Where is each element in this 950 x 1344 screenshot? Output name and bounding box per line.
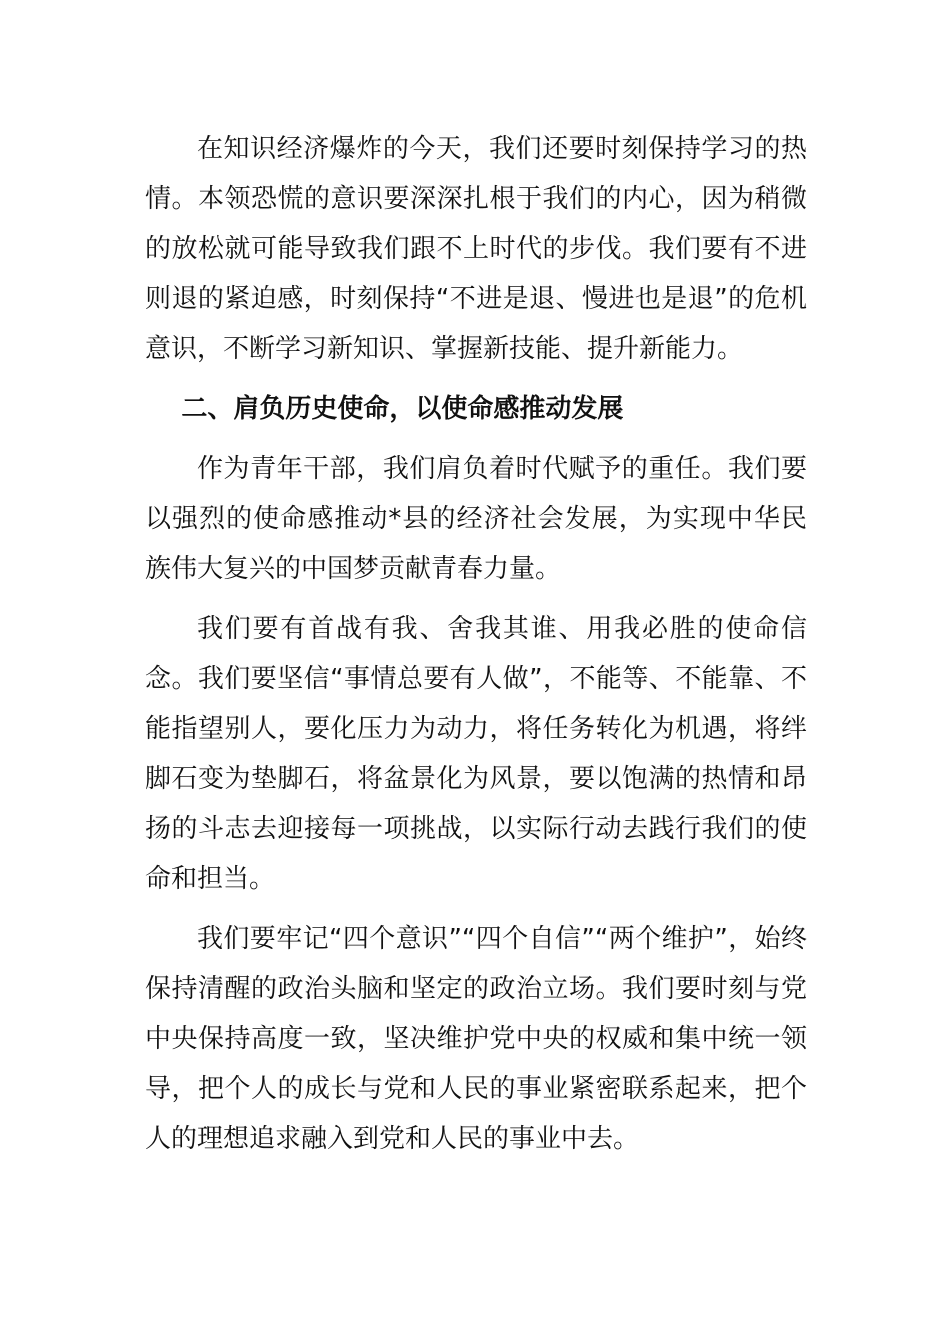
document-body [145, 124, 807, 1174]
paragraph-political-awareness: 我们要牢记“四个意识”“四个自信”“两个维护”，始终保持清醒的政治头脑和坚定的政治立场。我们要时刻与党中央保持高度一致，坚决维护党中央的权威和集中统一领导，把个人的成长与党和人民的事业紧密联系起来，把个人的理想追求融入到党和人民的事业中去。 [145, 924, 807, 1154]
paragraph-learning: 在知识经济爆炸的今天，我们还要时刻保持学习的热情。本领恐慌的意识要深深扎根于我们的内心，因为稍微的放松就可能导致我们跟不上时代的步伐。我们要有不进则退的紧迫感，时刻保持“不进是退、慢进也是退”的危机意识，不断学习新知识、掌握新技能、提升新能力。 [145, 134, 807, 364]
paragraph-mission-belief: 我们要有首战有我、舍我其谁、用我必胜的使命信念。我们要坚信“事情总要有人做”，不能等、不能靠、不能指望别人，要化压力为动力，将任务转化为机遇，将绊脚石变为垫脚石，将盆景化为风景，要以饱满的热情和昂扬的斗志去迎接每一项挑战，以实际行动去践行我们的使命和担当。 [145, 614, 807, 894]
section-heading-mission: 二、肩负历史使命，以使命感推动发展 [181, 394, 624, 424]
paragraph-youth-cadres: 作为青年干部，我们肩负着时代赋予的重任。我们要以强烈的使命感推动*县的经济社会发展，为实现中华民族伟大复兴的中国梦贡献青春力量。 [145, 454, 807, 584]
